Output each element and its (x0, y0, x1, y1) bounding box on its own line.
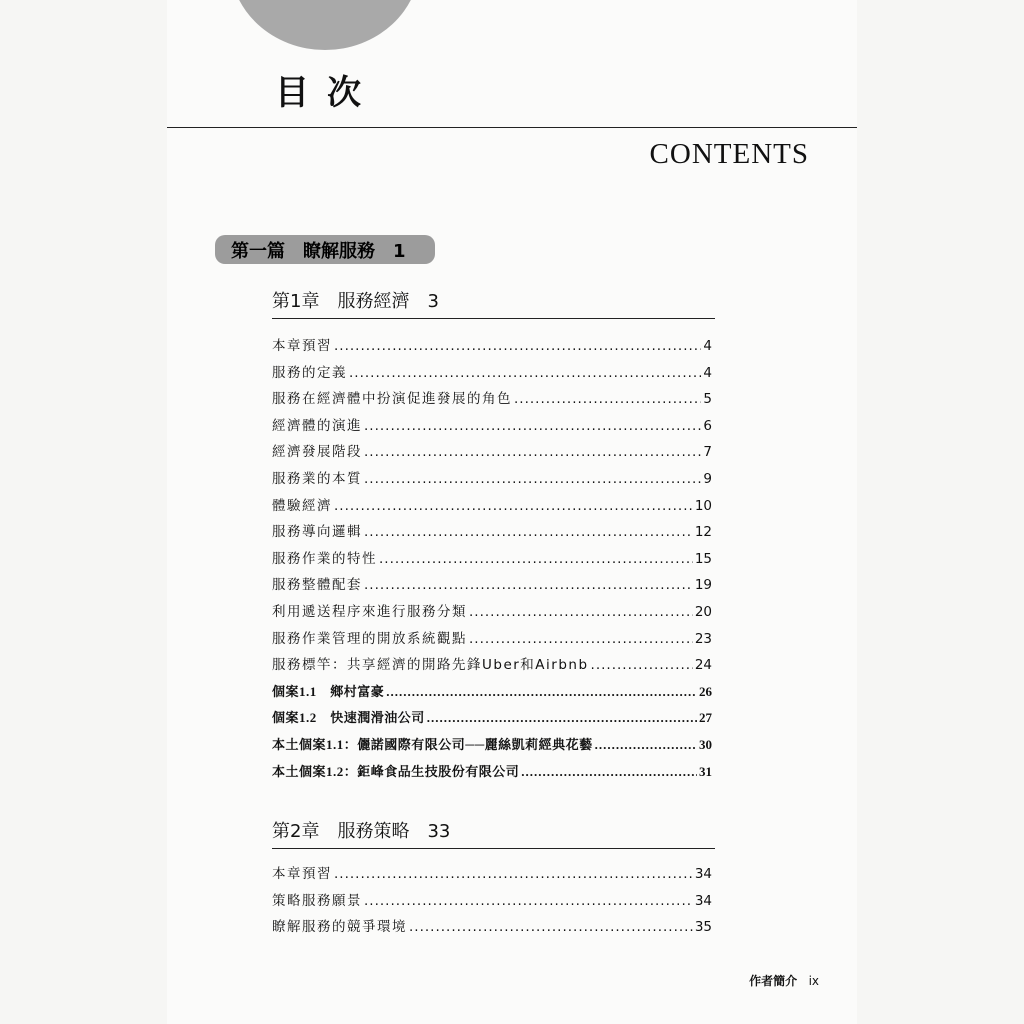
toc-entry[interactable] (272, 496, 712, 516)
toc-entry[interactable] (272, 602, 712, 622)
toc-entry-page: 19 (694, 577, 712, 594)
footer (749, 972, 819, 989)
dot-leader (521, 762, 697, 782)
toc-entry-page: 7 (703, 444, 712, 461)
toc-entry-page: 27 (699, 710, 712, 726)
toc-entry-page: 4 (703, 338, 712, 354)
dot-leader (364, 891, 693, 911)
toc-entry[interactable] (272, 629, 712, 649)
toc-entry[interactable] (272, 735, 712, 755)
dot-leader (364, 575, 693, 595)
chapter-1-heading[interactable]: 第1章 服務經濟 3 (272, 291, 439, 312)
toc-entry-page: 35 (694, 919, 712, 936)
dot-leader (334, 336, 701, 356)
footer-label: 作者簡介 (749, 974, 798, 988)
title-divider (167, 127, 857, 128)
toc-entry-page: 5 (703, 391, 712, 408)
toc-entry-page: 23 (694, 630, 712, 647)
toc-entry-page: 4 (703, 364, 712, 381)
dot-leader (364, 442, 701, 462)
toc-entry[interactable] (272, 336, 712, 356)
toc-entry-title: 服務作業的特性 (272, 550, 377, 567)
toc-entry-title: 本土個案1.2：鉅峰食品生技股份有限公司 (272, 763, 520, 779)
toc-entry[interactable] (272, 522, 712, 542)
chapter-1-divider (272, 318, 715, 319)
toc-entry-title: 個案1.2 快速潤滑油公司 (272, 710, 425, 726)
dot-leader (364, 469, 701, 489)
toc-entry-page: 34 (694, 866, 712, 882)
dot-leader (349, 363, 701, 383)
dot-leader (386, 682, 697, 702)
toc-entry[interactable] (272, 363, 712, 383)
part-one-label[interactable]: 第一篇 瞭解服務 1 (215, 235, 435, 264)
toc-entry-page: 9 (703, 471, 712, 487)
toc-entry[interactable] (272, 655, 712, 675)
toc-entry-title: 本章預習 (272, 338, 332, 354)
dot-leader (364, 522, 693, 542)
toc-entry-title: 服務導向邏輯 (272, 524, 362, 541)
toc-entry[interactable] (272, 917, 712, 937)
toc-entry-title: 策略服務願景 (272, 892, 362, 909)
dot-leader (595, 735, 697, 755)
toc-entry-title: 經濟發展階段 (272, 444, 362, 461)
toc-entry-title: 服務作業管理的開放系統觀點 (272, 630, 467, 647)
toc-entry-title: 服務在經濟體中扮演促進發展的角色 (272, 391, 512, 408)
toc-entry[interactable] (272, 469, 712, 489)
toc-entry-page: 30 (699, 737, 712, 752)
toc-entry-page: 34 (694, 892, 712, 909)
toc-entry[interactable] (272, 891, 712, 911)
toc-entry-title: 經濟體的演進 (272, 417, 362, 434)
toc-entry-page: 26 (699, 683, 712, 699)
toc-entry-page: 10 (694, 497, 712, 514)
toc-entry-page: 24 (694, 657, 712, 674)
toc-entry-page: 15 (694, 550, 712, 567)
toc-entry-title: 服務的定義 (272, 364, 347, 381)
toc-entry[interactable] (272, 416, 712, 436)
toc-entry[interactable] (272, 708, 712, 728)
dot-leader (334, 496, 693, 516)
dot-leader (379, 549, 693, 569)
toc-entry-title: 個案1.1 鄉村富豪 (272, 683, 385, 699)
toc-entry-page: 31 (699, 763, 712, 779)
toc-entry-page: 6 (703, 417, 712, 434)
toc-entry[interactable] (272, 389, 712, 409)
dot-leader (409, 917, 693, 937)
toc-entry[interactable] (272, 762, 712, 782)
toc-entry-title: 本章預習 (272, 866, 332, 882)
toc-entry[interactable] (272, 575, 712, 595)
dot-leader (364, 416, 701, 436)
dot-leader (469, 629, 693, 649)
toc-entry-title: 服務整體配套 (272, 577, 362, 594)
chapter-2-divider (272, 848, 715, 849)
toc-entry-title: 服務業的本質 (272, 471, 362, 487)
toc-entry-title: 本土個案1.1：儷諾國際有限公司──麗絲凱莉經典花藝 (272, 737, 593, 752)
contents-subtitle: CONTENTS (649, 138, 809, 170)
toc-entry[interactable] (272, 682, 712, 702)
toc-entry-page: 12 (694, 524, 712, 541)
toc-entry-title: 服務標竿：共享經濟的開路先鋒Uber和Airbnb (272, 657, 589, 674)
toc-entry[interactable] (272, 864, 712, 884)
dot-leader (469, 602, 693, 622)
toc-entry-title: 瞭解服務的競爭環境 (272, 919, 407, 936)
page-title: 目次 (275, 73, 379, 113)
toc-entry[interactable] (272, 442, 712, 462)
toc-entry-title: 體驗經濟 (272, 497, 332, 514)
toc-entry-title: 利用遞送程序來進行服務分類 (272, 604, 467, 620)
dot-leader (591, 655, 693, 675)
page-number: ix (808, 974, 819, 988)
toc-entry-page: 20 (694, 604, 712, 620)
toc-entry[interactable] (272, 549, 712, 569)
dot-leader (514, 389, 701, 409)
dot-leader (427, 708, 697, 728)
chapter-2-heading[interactable]: 第2章 服務策略 33 (272, 821, 451, 842)
dot-leader (334, 864, 693, 884)
